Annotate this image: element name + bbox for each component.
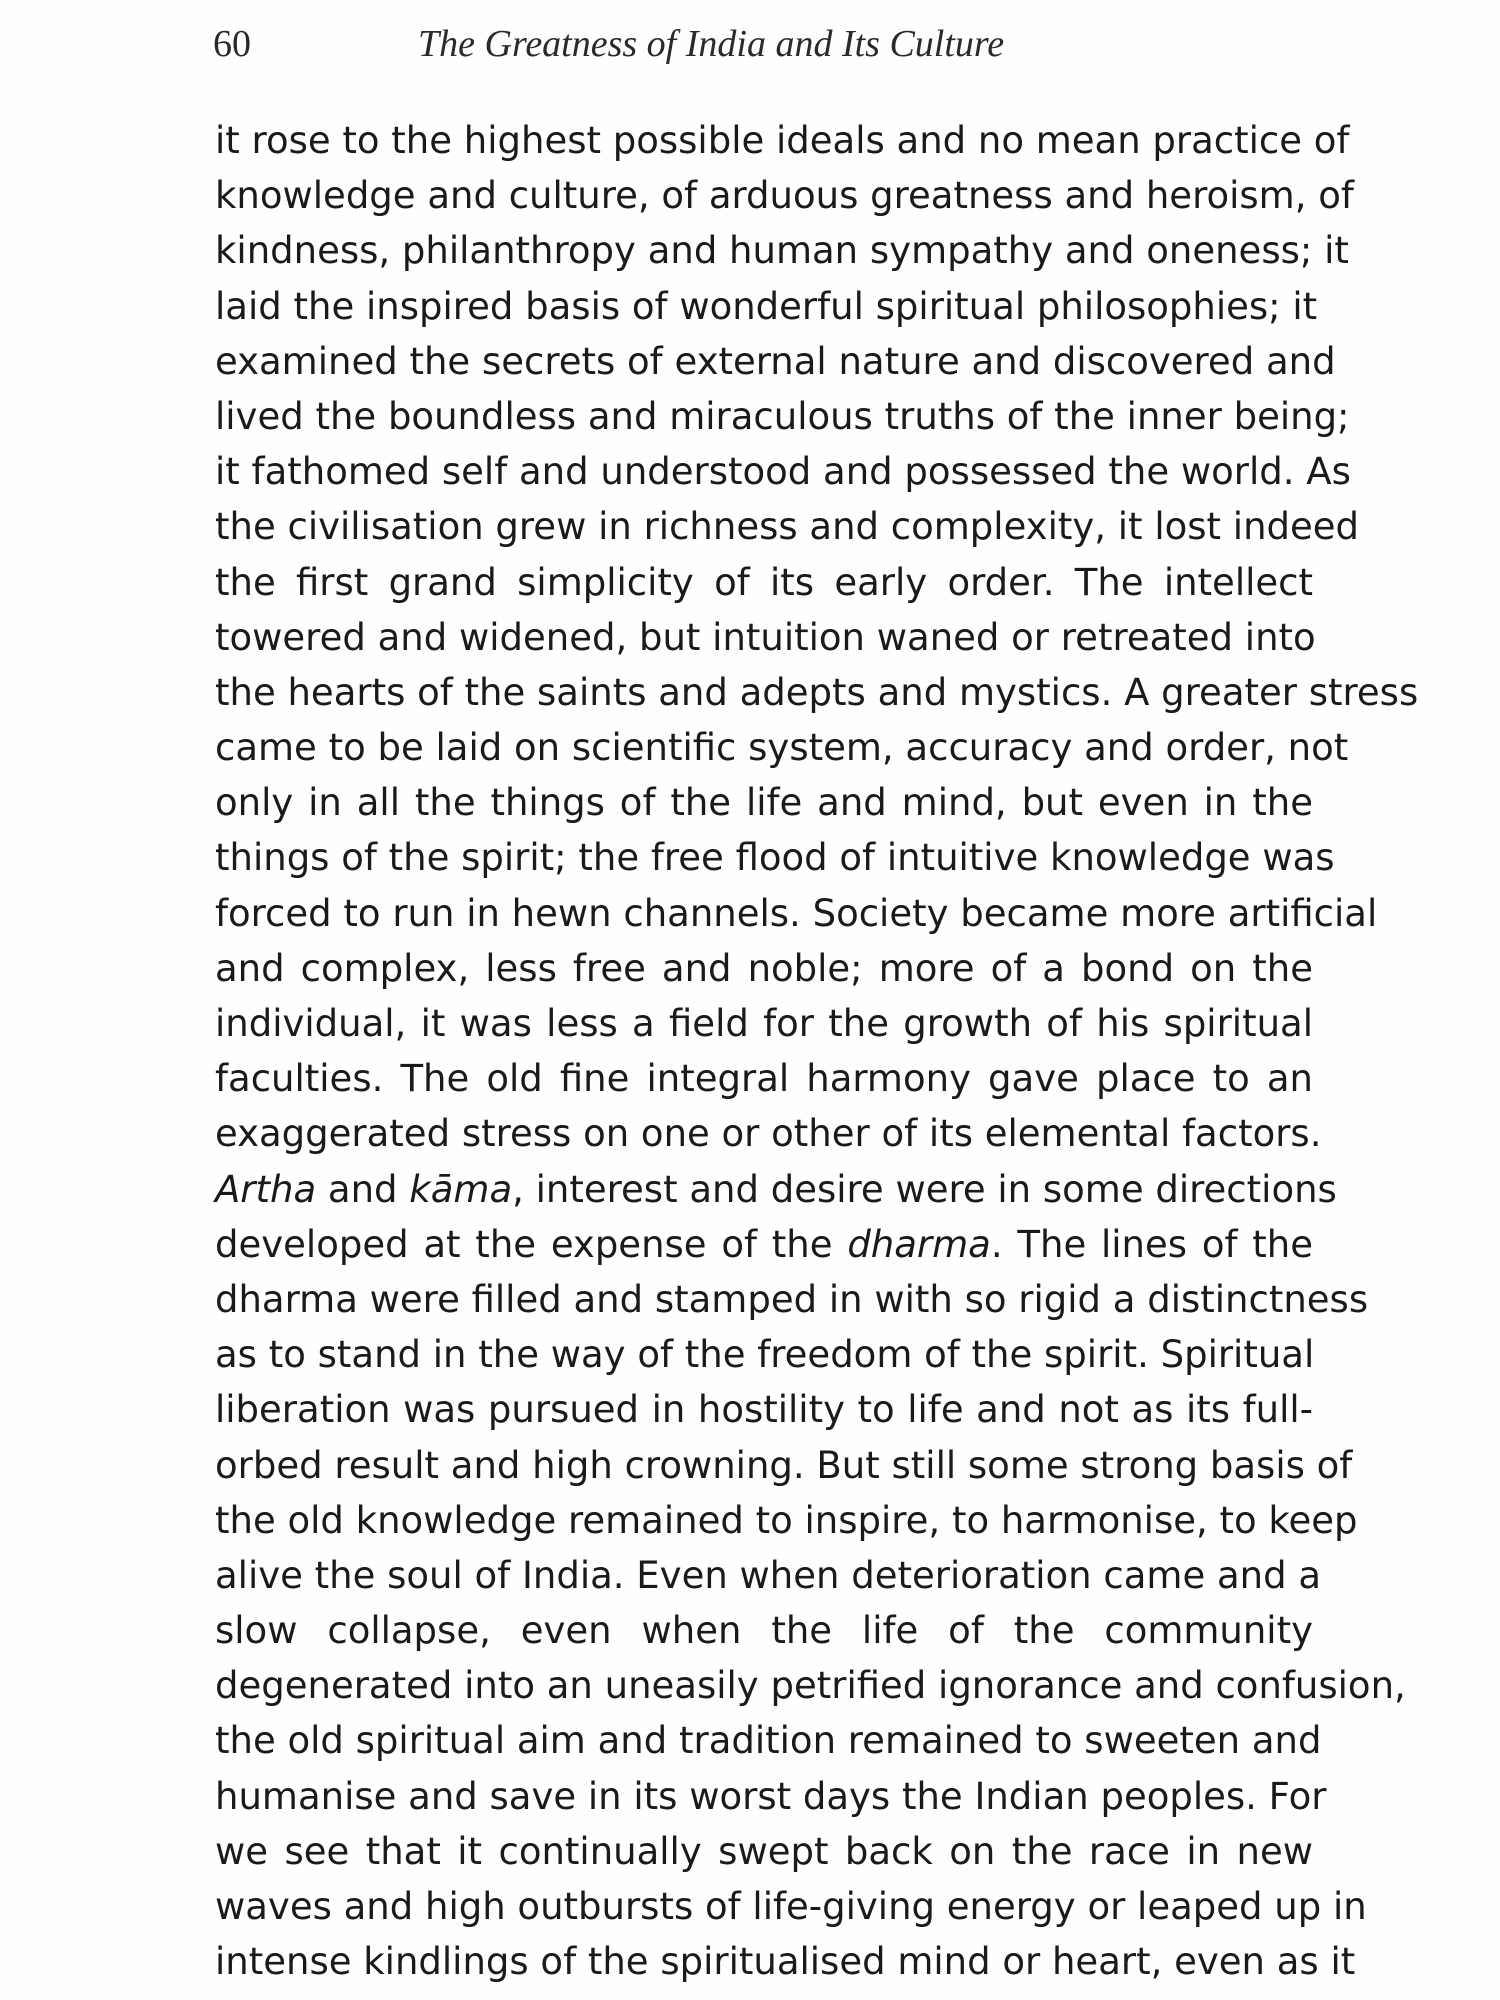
text-line: [215, 1217, 1313, 1272]
text-fragment: and: [316, 1167, 410, 1211]
text-line: the civilisation grew in richness and complexity, it lost indeed: [215, 505, 1360, 549]
text-line: the first grand simplicity of its early order. The intellect: [215, 560, 1313, 604]
text-line: it fathomed self and understood and possessed the world. As: [215, 450, 1351, 494]
text-line: lived the boundless and miraculous truths of the inner being;: [215, 394, 1350, 438]
text-line: degenerated into an uneasily petrified ignorance and confusion,: [215, 1664, 1406, 1708]
text-line: intense kindlings of the spiritualised mind or heart, even as it: [215, 1940, 1356, 1984]
text-line: only in all the things of the life and mind, but even in the: [215, 781, 1313, 825]
text-line: knowledge and culture, of arduous greatness and heroism, of: [215, 174, 1354, 218]
text-line: we see that it continually swept back on the race in new: [215, 1829, 1313, 1873]
text-line: came to be laid on scientific system, accuracy and order, not: [215, 726, 1349, 770]
text-line: individual, it was less a field for the growth of his spiritual: [215, 1002, 1313, 1045]
text-line: towered and widened, but intuition waned or retreated into: [215, 615, 1316, 659]
running-head: [213, 14, 1313, 74]
term-dharma: dharma: [847, 1222, 991, 1266]
text-line: humanise and save in its worst days the Indian peoples. For: [215, 1774, 1327, 1818]
text-line: laid the inspired basis of wonderful spiritual philosophies; it: [215, 284, 1318, 328]
text-line: forced to run in hewn channels. Society became more artificial: [215, 891, 1378, 935]
term-kama: kāma: [409, 1167, 513, 1211]
text-line: slow collapse, even when the life of the community: [215, 1609, 1313, 1653]
text-line: exaggerated stress on one or other of its elemental factors.: [215, 1112, 1322, 1156]
text-line: liberation was pursued in hostility to life and not as its full-: [215, 1388, 1313, 1432]
book-title: The Greatness of India and Its Culture: [418, 23, 1005, 65]
text-line: examined the secrets of external nature and discovered and: [215, 339, 1336, 383]
text-line: kindness, philanthropy and human sympathy and oneness; it: [215, 229, 1349, 273]
text-line: the hearts of the saints and adepts and mystics. A greater stress: [215, 670, 1419, 714]
text-line: faculties. The old fine integral harmony gave place to an: [215, 1057, 1313, 1101]
text-fragment: , interest and desire were in some directions: [512, 1167, 1337, 1211]
text-line: waves and high outbursts of life-giving energy or leaped up in: [215, 1885, 1367, 1928]
text-line: the old spiritual aim and tradition remained to sweeten and: [215, 1719, 1322, 1763]
text-line: as to stand in the way of the freedom of the spirit. Spiritual: [215, 1333, 1315, 1377]
text-line: things of the spirit; the free flood of intuitive knowledge was: [215, 836, 1335, 880]
text-line: dharma were filled and stamped in with so rigid a distinctness: [215, 1277, 1369, 1321]
text-line: [215, 1162, 1337, 1217]
text-fragment: developed at the expense of the: [215, 1222, 848, 1266]
text-line: orbed result and high crowning. But still some strong basis of: [215, 1443, 1353, 1487]
text-line: and complex, less free and noble; more of a bond on the: [215, 946, 1313, 990]
text-line: alive the soul of India. Even when deterioration came and a: [215, 1553, 1322, 1597]
term-artha: Artha: [215, 1167, 317, 1211]
body-paragraph: [215, 113, 1419, 1989]
text-line: the old knowledge remained to inspire, to harmonise, to keep: [215, 1498, 1358, 1542]
page-number: 60: [213, 23, 251, 65]
text-line: it rose to the highest possible ideals and no mean practice of: [215, 119, 1350, 162]
text-fragment: . The lines of the: [990, 1222, 1314, 1266]
